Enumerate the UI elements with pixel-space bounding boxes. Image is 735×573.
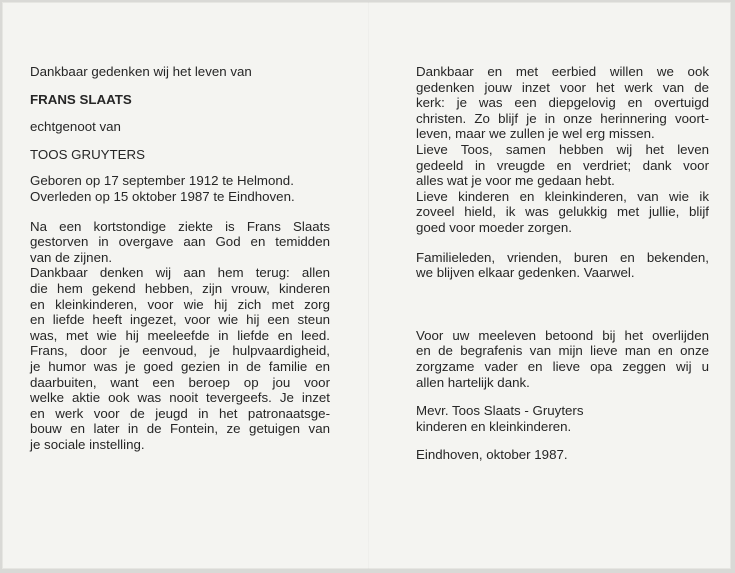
signature-block — [416, 403, 709, 434]
farewell-paragraph — [416, 64, 709, 236]
text-line: leven, maar we zullen je wel erg missen. — [416, 126, 655, 142]
text-line: gedeeld in vreugde en verdriet; dank voor — [416, 157, 709, 173]
deceased-name: FRANS SLAATS — [30, 91, 132, 107]
spouse-name: TOOS GRUYTERS — [30, 146, 146, 162]
text-line: en liefde heeft ingezet, voor wie hij een steun — [30, 312, 330, 328]
right-page — [416, 64, 709, 463]
text-line: goed voor moeder zorgen. — [416, 219, 572, 235]
birth-date: Geboren op 17 september 1912 te Helmond. — [30, 173, 294, 189]
text-line: alles wat je voor me gedaan hebt. — [416, 173, 615, 189]
text-line: gedenken jouw inzet voor het werk van de — [416, 79, 709, 95]
text-line: Familieleden, vrienden, buren en bekenden, — [416, 249, 709, 265]
text-line: Na een kortstondige ziekte is Frans Slaats — [30, 218, 330, 234]
text-line: en de begrafenis van mijn lieve man en onze — [416, 343, 709, 359]
text-line: welke aktie ook was nooit tevergeefs. Je inzet — [30, 390, 330, 406]
left-page — [30, 64, 330, 452]
text-line: van de zijnen. — [30, 249, 113, 265]
text-line: allen hartelijk dank. — [416, 374, 530, 390]
place-date: Eindhoven, oktober 1987. — [416, 447, 568, 463]
text-line: gestorven in overgave aan God en temidden — [30, 234, 330, 250]
text-line: zorgzame vader en lieve opa zeggen wij u — [416, 358, 709, 374]
text-line: die hem gekend hebben, zijn vrouw, kinderen — [30, 280, 330, 296]
intro-text: Dankbaar gedenken wij het leven van — [30, 64, 252, 79]
text-line: Dankbaar denken wij aan hem terug: allen — [30, 265, 330, 281]
text-line: kerk: je was een diepgelovig en overtuigd — [416, 95, 709, 111]
text-line: je humor was je goed gezien in de familie en — [30, 358, 330, 374]
text-line: daarbuiten, want een beroep op jou voor — [30, 374, 330, 390]
text-line: Lieve Toos, samen hebben wij het leven — [416, 141, 709, 157]
text-line: Voor uw meeleven betoond bij het overlijden — [416, 327, 709, 343]
memorial-card — [2, 2, 731, 569]
family-paragraph — [416, 250, 709, 281]
text-line: en kleinkinderen, voor wie hij zich met zorg — [30, 296, 330, 312]
text-line: christen. Zo blijf je in onze herinnering voort- — [416, 110, 709, 126]
text-line: en werk voor de jeugd in het patronaatsge- — [30, 405, 330, 421]
death-date: Overleden op 15 oktober 1987 te Eindhoven. — [30, 188, 295, 204]
text-line: Lieve kinderen en kleinkinderen, van wie ik — [416, 188, 709, 204]
text-line: was, met wie hij meeleefde in liefde en leed. — [30, 327, 330, 343]
text-line: Frans, door je eenvoud, je hulpvaardigheid, — [30, 343, 330, 359]
text-line: je sociale instelling. — [30, 436, 145, 452]
text-line: Dankbaar en met eerbied willen we ook — [416, 64, 709, 79]
card-fold-line — [368, 2, 369, 569]
text-line: zoveel hield, ik was gelukkig met jullie, blijf — [416, 204, 709, 220]
text-line: kinderen en kleinkinderen. — [416, 418, 572, 434]
spouse-label: echtgenoot van — [30, 119, 121, 135]
text-line: we blijven elkaar gedenken. Vaarwel. — [416, 265, 635, 281]
text-line: bouw en later in de Fontein, ze getuigen van — [30, 421, 330, 437]
thanks-paragraph — [416, 328, 709, 390]
life-story-paragraph — [30, 219, 330, 453]
text-line: Mevr. Toos Slaats - Gruyters — [416, 403, 584, 419]
